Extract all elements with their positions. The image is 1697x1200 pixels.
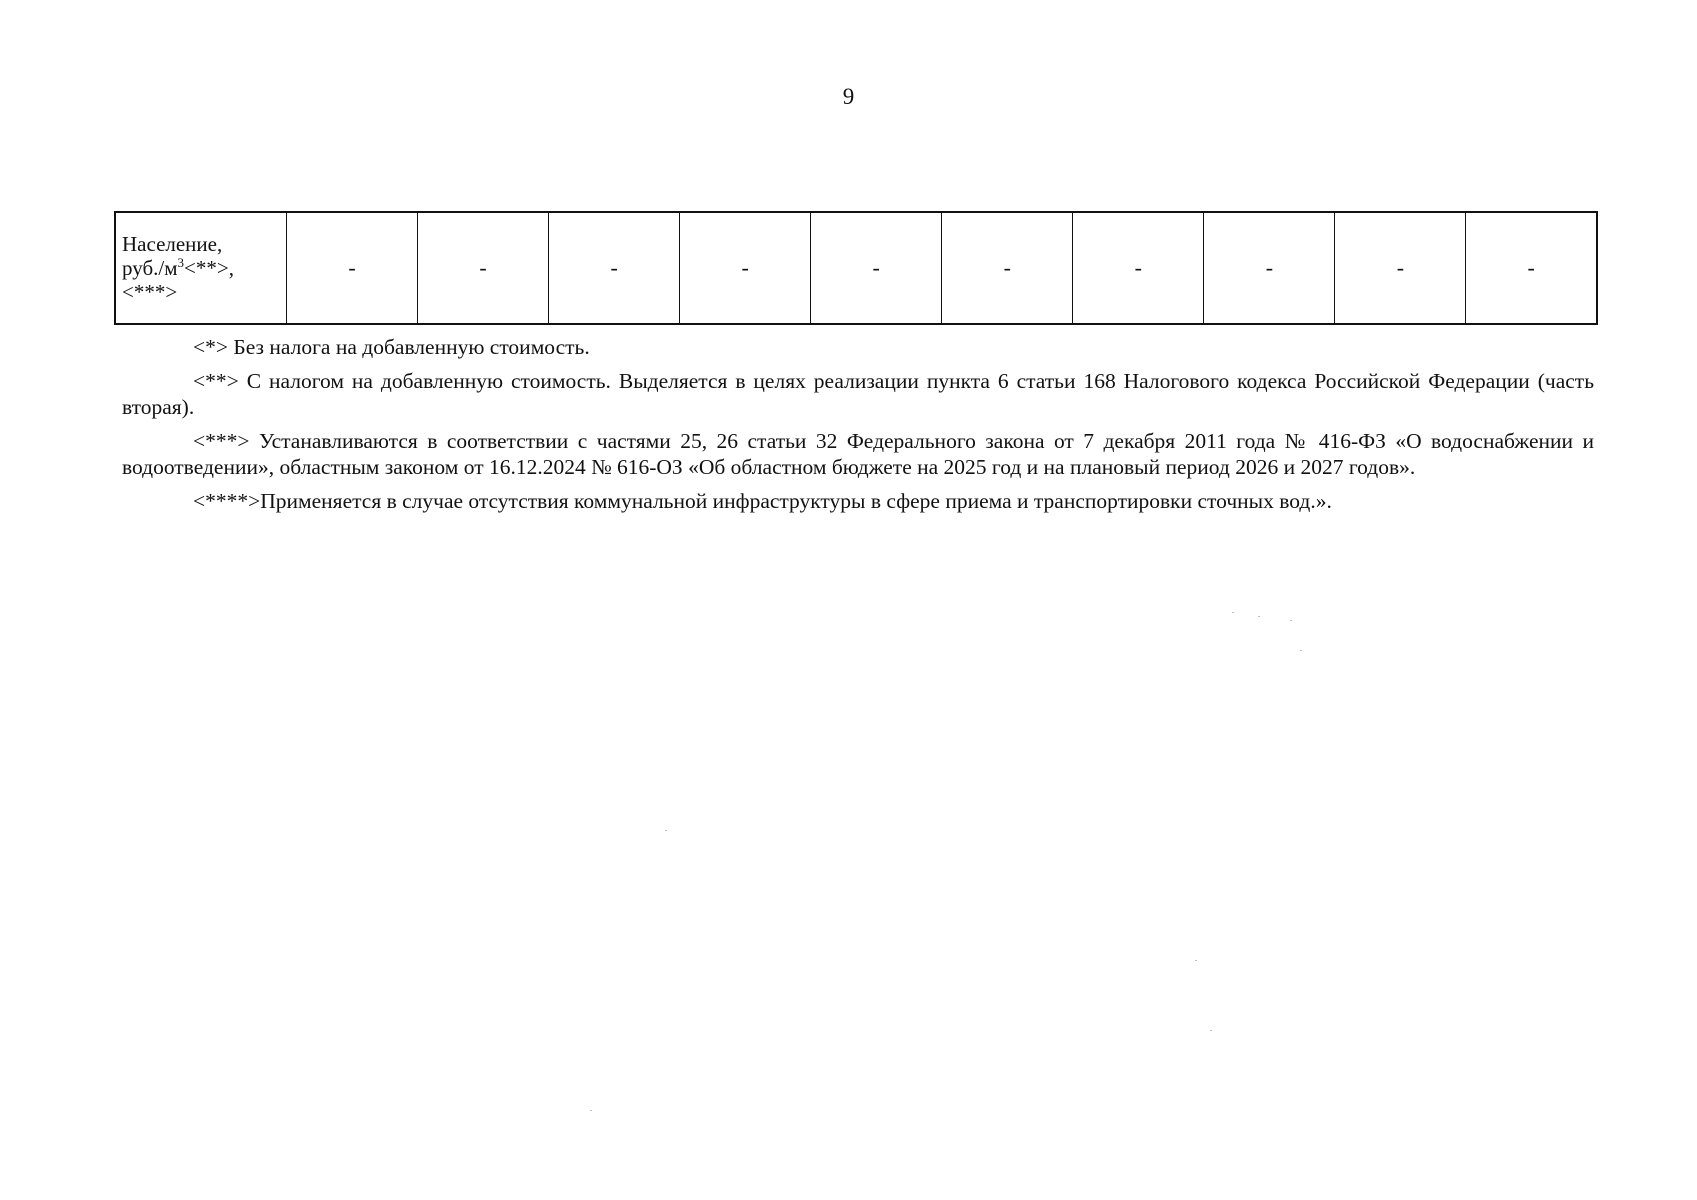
table-cell: -	[1204, 212, 1335, 324]
footnote-2: <**> С налогом на добавленную стоимость. Выделяется в целях реализации пункта 6 статьи 168 Налогового кодекса Российской Федерации (часть вторая).	[122, 369, 1594, 419]
scan-speck	[590, 1110, 592, 1111]
table-cell: -	[287, 212, 418, 324]
scan-speck	[1258, 616, 1260, 617]
table-cell: -	[1335, 212, 1466, 324]
table-cell: -	[1073, 212, 1204, 324]
table-cell: -	[811, 212, 942, 324]
table-cell: -	[1466, 212, 1597, 324]
row-label-cell	[115, 212, 287, 324]
row-label-line3: <***>	[122, 280, 178, 304]
scan-speck	[1290, 620, 1292, 621]
footnote-4: <****>Применяется в случае отсутствия коммунальной инфраструктуры в сфере приема и транспортировки сточных вод.».	[193, 489, 1332, 513]
footnotes	[122, 334, 1594, 522]
row-label-superscript: 3	[177, 255, 185, 270]
scan-speck	[665, 830, 667, 831]
table-cell: -	[549, 212, 680, 324]
row-label-line1: Население,	[122, 232, 223, 256]
footnote-1: <*> Без налога на добавленную стоимость.	[193, 335, 590, 359]
table-row	[115, 212, 1597, 324]
table-cell: -	[942, 212, 1073, 324]
table-cell: -	[418, 212, 549, 324]
row-label-footnote-ref: <**>,	[184, 256, 234, 280]
scan-speck	[1300, 650, 1302, 651]
scan-speck	[1210, 1030, 1212, 1031]
scan-speck	[1195, 960, 1197, 961]
row-label-unit: руб./м	[122, 256, 178, 280]
page-number: 9	[842, 84, 855, 109]
table-cell: -	[680, 212, 811, 324]
footnote-3: <***> Устанавливаются в соответствии с частями 25, 26 статьи 32 Федерального закона от 7 декабря 2011 года № 416-ФЗ «О водоснабжении и водоотведении», областным законом от 16.12.2024 № 616-ОЗ «Об областном бюджете на 2025 год и на плановый период 2026 и 2027 годов».	[122, 429, 1594, 479]
scan-speck	[1232, 612, 1234, 613]
tariff-table	[114, 211, 1598, 325]
